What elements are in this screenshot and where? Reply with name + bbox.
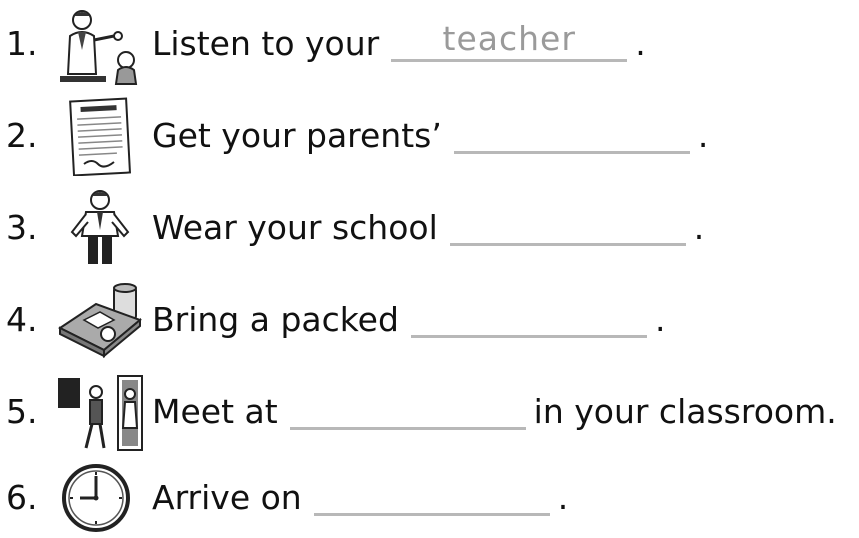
answer-blank[interactable]	[290, 391, 526, 430]
item-number: 2.	[6, 116, 38, 155]
sentence-end: .	[557, 478, 569, 517]
sentence	[152, 208, 704, 248]
lunch-tray-icon	[56, 280, 144, 360]
sentence-end: .	[697, 116, 709, 155]
sentence-start: Wear your school	[152, 208, 438, 247]
sentence-end: .	[654, 300, 666, 339]
sentence-end: .	[693, 208, 705, 247]
sentence-start: Meet at	[152, 392, 278, 431]
sentence-end: in your classroom.	[533, 392, 837, 431]
answer-blank[interactable]	[391, 19, 627, 62]
worksheet-item-1	[0, 4, 859, 84]
uniform-icon	[56, 188, 144, 268]
answer-blank[interactable]	[314, 477, 550, 516]
item-number: 1.	[6, 24, 38, 63]
sentence-start: Listen to your	[152, 24, 380, 63]
permission-slip-icon	[56, 96, 144, 176]
sentence	[152, 392, 837, 432]
sentence-start: Arrive on	[152, 478, 302, 517]
item-number: 4.	[6, 300, 38, 339]
answer-text: teacher	[442, 19, 576, 58]
answer-blank[interactable]	[411, 299, 647, 338]
worksheet-item-6	[0, 458, 859, 538]
worksheet-item-2	[0, 96, 859, 176]
item-number: 6.	[6, 478, 38, 517]
sentence	[152, 300, 665, 340]
teacher-student-icon	[56, 6, 144, 86]
worksheet-item-5	[0, 372, 859, 452]
worksheet-item-4	[0, 280, 859, 360]
sentence-start: Bring a packed	[152, 300, 399, 339]
answer-blank[interactable]	[450, 207, 686, 246]
sentence	[152, 19, 646, 64]
answer-blank[interactable]	[454, 115, 690, 154]
classroom-arrival-icon	[56, 372, 144, 452]
sentence-end: .	[635, 24, 646, 63]
sentence	[152, 478, 568, 518]
item-number: 5.	[6, 392, 38, 431]
sentence-start: Get your parents’	[152, 116, 442, 155]
sentence	[152, 116, 708, 156]
worksheet-item-3	[0, 188, 859, 268]
clock-icon	[56, 458, 144, 538]
item-number: 3.	[6, 208, 38, 247]
